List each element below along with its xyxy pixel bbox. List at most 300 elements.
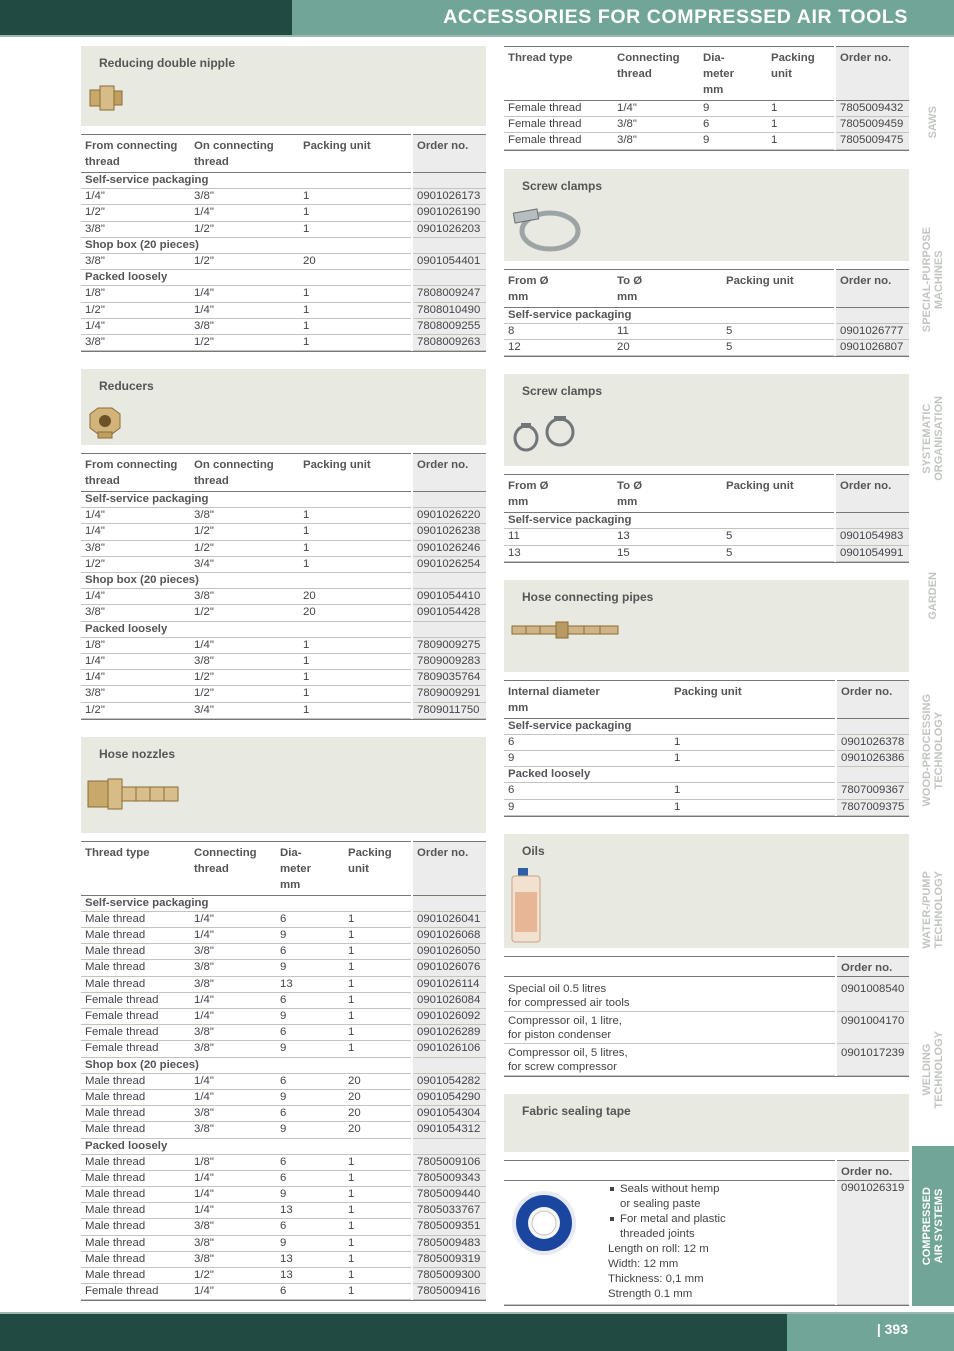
column-header: Internal diameter mm (508, 685, 600, 714)
table-cell: 6 (276, 1170, 344, 1186)
table-cell: 13 (276, 1251, 344, 1267)
screw-clamps-2-table (504, 474, 909, 562)
order-number: 7809009291 (412, 686, 486, 702)
table-row (504, 339, 909, 355)
group-order-blank (412, 237, 486, 253)
table-cell: 1 (767, 101, 835, 117)
table-cell: 1/4" (81, 589, 190, 605)
order-number: 0901026807 (835, 339, 909, 355)
table-row (81, 1170, 486, 1186)
table-cell: 3/8" (81, 686, 190, 702)
sidebar-tab-label: WELDING TECHNOLOGY (921, 1031, 945, 1109)
hose-pipes-section (504, 580, 909, 672)
table-cell: 5 (722, 339, 835, 355)
tape-spec: Length on roll: 12 m (608, 1243, 709, 1256)
table-cell: 1 (670, 799, 836, 815)
table-cell: Male thread (81, 1203, 190, 1219)
table-cell: 1 (299, 286, 412, 302)
order-number: 7805009416 (412, 1284, 486, 1300)
table-cell: 1/4" (81, 670, 190, 686)
table-cell: 1/4" (613, 101, 699, 117)
oils-table-wrap (504, 956, 909, 1078)
table-cell: 3/8" (190, 960, 276, 976)
column-header: Packing unit (303, 459, 371, 472)
table-cell: 3/8" (190, 589, 299, 605)
reducers-section (81, 369, 486, 445)
table-cell: 12 (504, 339, 613, 355)
table-row (81, 1187, 486, 1203)
table-cell: Female thread (504, 117, 613, 133)
order-number: 0901054428 (412, 605, 486, 621)
column-header: To Ø mm (617, 274, 643, 303)
column-header: Packing unit (726, 480, 794, 493)
table-row (81, 1009, 486, 1025)
order-number: 7805009351 (412, 1219, 486, 1235)
order-number: 7805009459 (835, 117, 909, 133)
table-cell: 1/4" (190, 911, 276, 927)
table-cell: 1 (344, 1203, 412, 1219)
column-header: To Ø mm (617, 480, 643, 509)
screw-clamp-image (510, 205, 582, 255)
sidebar-tab-label: GARDEN (927, 572, 939, 620)
table-cell: 1 (299, 302, 412, 318)
hose-pipes-table-wrap (504, 680, 909, 817)
tape-spec: Thickness: 0,1 mm (608, 1273, 704, 1286)
table-cell: 11 (504, 529, 613, 545)
column-header: Order no. (412, 454, 486, 492)
table-cell: 1/4" (190, 928, 276, 944)
column-header: Dia- meter mm (703, 52, 735, 96)
footer-dark-band (0, 1314, 787, 1351)
table-cell: Male thread (81, 1187, 190, 1203)
order-number: 0901026238 (412, 524, 486, 540)
table-cell: 13 (276, 1203, 344, 1219)
table-cell: 3/8" (190, 1122, 276, 1138)
table-cell: 1 (299, 318, 412, 334)
order-number: 0901026106 (412, 1041, 486, 1057)
order-number: 7807009375 (836, 799, 909, 815)
table-cell: 5 (722, 323, 835, 339)
table-cell: Male thread (81, 1106, 190, 1122)
table-row (81, 928, 486, 944)
table-row (81, 976, 486, 992)
table-row (81, 1041, 486, 1057)
tape-spec: Width: 12 mm (608, 1258, 679, 1271)
table-cell: 1/8" (81, 286, 190, 302)
table-cell: Male thread (81, 1251, 190, 1267)
table-cell: 6 (699, 117, 767, 133)
table-row (81, 1268, 486, 1284)
reducers-table (81, 453, 486, 719)
table-cell: 3/8" (190, 508, 299, 524)
table-cell: 3/8" (190, 976, 276, 992)
table-cell: 20 (344, 1106, 412, 1122)
table-cell: 1 (344, 944, 412, 960)
group-label: Self-service packaging (81, 492, 412, 508)
order-number: 0901026041 (412, 911, 486, 927)
table-cell: 9 (276, 1187, 344, 1203)
hose-nozzles-table-wrap (81, 841, 486, 1302)
table-row (81, 911, 486, 927)
tape-description (608, 1182, 726, 1302)
hose-pipe-image (510, 620, 620, 640)
page-header (0, 0, 954, 36)
sidebar-tab[interactable] (912, 556, 954, 636)
table-cell: 3/8" (190, 653, 299, 669)
group-label: Packed loosely (81, 270, 412, 286)
table-cell: 1/4" (81, 524, 190, 540)
table-cell: 1/4" (190, 1170, 276, 1186)
table-row (81, 1073, 486, 1089)
table-cell: Male thread (81, 928, 190, 944)
table-row (504, 734, 909, 750)
table-cell: 1/8" (190, 1154, 276, 1170)
order-number: 0901017239 (836, 1044, 909, 1076)
table-cell: 1 (344, 976, 412, 992)
group-label: Packed loosely (504, 767, 836, 783)
oil-description: Special oil 0.5 litres for compressed air tools (504, 980, 836, 1012)
reducer-image (86, 406, 124, 440)
sidebar-tab[interactable] (912, 1010, 954, 1130)
ear-clamp-image (512, 414, 580, 456)
table-cell: 6 (276, 1106, 344, 1122)
table-cell: 8 (504, 323, 613, 339)
table-cell: 1 (344, 911, 412, 927)
column-header: Order no. (835, 475, 909, 513)
order-number: 0901026289 (412, 1025, 486, 1041)
order-number: 7805009432 (835, 101, 909, 117)
section-title: Screw clamps (522, 384, 603, 399)
order-number: 0901054401 (412, 253, 486, 269)
table-cell: 13 (504, 545, 613, 561)
table-cell: Male thread (81, 1154, 190, 1170)
tape-roll-image (508, 1187, 580, 1259)
tape-header-empty (504, 1161, 836, 1181)
section-title: Reducing double nipple (99, 56, 235, 70)
table-cell: 3/8" (81, 253, 190, 269)
group-label: Shop box (20 pieces) (81, 573, 412, 589)
table-cell: 3/8" (190, 189, 299, 205)
table-cell: 1 (344, 1284, 412, 1300)
table-cell: 1 (344, 1235, 412, 1251)
table-row (81, 653, 486, 669)
group-label: Self-service packaging (81, 895, 412, 911)
table-row (504, 529, 909, 545)
sidebar-tab-label: SYSTEMATIC ORGANISATION (921, 395, 945, 481)
left-column (81, 46, 486, 1301)
order-number: 0901054304 (412, 1106, 486, 1122)
table-cell: Female thread (504, 133, 613, 149)
tape-section (504, 1094, 909, 1152)
group-label: Self-service packaging (504, 307, 835, 323)
table-cell: 1 (344, 1251, 412, 1267)
column-header: Thread type (85, 846, 150, 859)
table-row (81, 253, 486, 269)
table-cell: 3/8" (81, 540, 190, 556)
order-number: 0901026092 (412, 1009, 486, 1025)
table-cell: 6 (276, 1284, 344, 1300)
table-row (81, 589, 486, 605)
table-row (81, 1219, 486, 1235)
table-cell: 3/8" (81, 605, 190, 621)
table-cell: 1/4" (190, 1073, 276, 1089)
table-cell: Male thread (81, 944, 190, 960)
table-cell: Male thread (81, 1170, 190, 1186)
table-row (81, 1203, 486, 1219)
section-title: Screw clamps (522, 178, 603, 193)
page-title: ACCESSORIES FOR COMPRESSED AIR TOOLS (443, 6, 908, 28)
group-order-blank (412, 1057, 486, 1073)
table-cell: 1/4" (190, 1203, 276, 1219)
column-header: Order no. (836, 680, 909, 718)
table-cell: 1/4" (81, 318, 190, 334)
table-cell: Female thread (81, 1025, 190, 1041)
table-row (81, 686, 486, 702)
sidebar-tab[interactable] (912, 1146, 954, 1306)
group-order-blank (412, 1138, 486, 1154)
table-cell: 1/4" (190, 1284, 276, 1300)
group-order-blank (412, 621, 486, 637)
table-cell: 3/4" (190, 556, 299, 572)
table-cell: 1/2" (190, 540, 299, 556)
order-number: 7808010490 (412, 302, 486, 318)
order-number: 0901026114 (412, 976, 486, 992)
column-header: From connecting thread (85, 140, 178, 168)
reducing-nipple-table (81, 134, 486, 351)
table-cell: 1 (344, 1187, 412, 1203)
table-cell: 1 (299, 670, 412, 686)
table-row (81, 605, 486, 621)
table-row (81, 1025, 486, 1041)
column-header: Packing unit (674, 685, 742, 698)
table-cell: 9 (699, 133, 767, 149)
table-cell: 9 (276, 960, 344, 976)
table-cell: 9 (276, 1009, 344, 1025)
table-row (504, 751, 909, 767)
table-cell: 1 (299, 637, 412, 653)
table-cell: 1 (299, 221, 412, 237)
table-cell: 1/2" (190, 605, 299, 621)
table-cell: 1/4" (190, 1089, 276, 1105)
section-title: Oils (522, 843, 545, 858)
sidebar-tab[interactable] (912, 220, 954, 340)
table-row (81, 508, 486, 524)
table-cell: 5 (722, 545, 835, 561)
order-number: 7809009275 (412, 637, 486, 653)
section-title: Reducers (99, 379, 154, 394)
order-number: 0901026050 (412, 944, 486, 960)
table-cell: 1 (670, 783, 836, 799)
table-cell: 9 (276, 1122, 344, 1138)
header-rule (0, 35, 954, 37)
table-cell: 3/8" (81, 334, 190, 350)
table-cell: 9 (699, 101, 767, 117)
order-number: 0901008540 (836, 980, 909, 1012)
table-cell: 3/8" (190, 1025, 276, 1041)
table-cell: 1/2" (81, 302, 190, 318)
group-order-blank (835, 307, 909, 323)
order-number: 0901054312 (412, 1122, 486, 1138)
column-header: Order no. (835, 269, 909, 307)
order-number: 7805009300 (412, 1268, 486, 1284)
order-number: 7805009343 (412, 1170, 486, 1186)
column-header: Dia- meter mm (280, 846, 312, 891)
screw-clamps-2-section (504, 374, 909, 466)
table-cell: 1 (299, 189, 412, 205)
column-header: Connecting thread (194, 846, 257, 875)
table-cell: 20 (344, 1073, 412, 1089)
table-row (81, 1251, 486, 1267)
table-cell: 9 (276, 1235, 344, 1251)
table-cell: 1 (344, 928, 412, 944)
table-cell: 1 (299, 540, 412, 556)
table-cell: 1 (344, 992, 412, 1008)
sidebar-tab[interactable] (912, 378, 954, 498)
oils-section (504, 834, 909, 948)
sidebar-tab[interactable] (912, 92, 954, 152)
table-row (81, 1235, 486, 1251)
table-cell: 1 (344, 1219, 412, 1235)
table-cell: 13 (276, 976, 344, 992)
table-cell: 20 (299, 605, 412, 621)
table-cell: 13 (613, 529, 722, 545)
table-cell: 1 (299, 556, 412, 572)
table-row (81, 1106, 486, 1122)
order-number: 7805009483 (412, 1235, 486, 1251)
table-cell: Male thread (81, 1073, 190, 1089)
oil-row (504, 980, 909, 1012)
table-cell: 1/2" (190, 686, 299, 702)
table-cell: 1/2" (190, 524, 299, 540)
table-cell: 1 (670, 734, 836, 750)
column-header: Packing unit (303, 140, 371, 152)
table-row (81, 670, 486, 686)
reducing-nipple-section (81, 46, 486, 126)
tape-bullet: For metal and plastic threaded joints (608, 1212, 726, 1242)
table-row (504, 783, 909, 799)
table-cell: 1 (344, 1041, 412, 1057)
sidebar-tab[interactable] (912, 850, 954, 970)
table-cell: 1/2" (190, 670, 299, 686)
table-cell: 6 (276, 1025, 344, 1041)
header-dark-band (0, 0, 292, 36)
table-cell: 20 (299, 253, 412, 269)
column-header: Order no. (412, 135, 486, 173)
hose-pipes-table (504, 680, 909, 816)
oil-description: Compressor oil, 5 litres, for screw compressor (504, 1044, 836, 1076)
column-header: Connecting thread (617, 52, 680, 80)
oil-description: Compressor oil, 1 litre, for piston condenser (504, 1012, 836, 1044)
table-row (81, 318, 486, 334)
table-cell: 9 (276, 928, 344, 944)
table-cell: Female thread (81, 992, 190, 1008)
table-cell: 3/8" (613, 133, 699, 149)
table-cell: 1/4" (81, 508, 190, 524)
hose-nozzles-cont-table (504, 46, 909, 150)
table-cell: 3/8" (190, 1251, 276, 1267)
order-number: 7808009255 (412, 318, 486, 334)
order-number: 0901026190 (412, 205, 486, 221)
table-row (81, 302, 486, 318)
table-cell: Female thread (81, 1009, 190, 1025)
order-number: 0901026254 (412, 556, 486, 572)
footer-light-band (787, 1314, 954, 1351)
order-number: 7807009367 (836, 783, 909, 799)
order-number: 0901026173 (412, 189, 486, 205)
screw-clamps-2-table-wrap (504, 474, 909, 563)
table-cell: 6 (276, 1073, 344, 1089)
table-cell: 1/4" (190, 302, 299, 318)
column-header: From connecting thread (85, 459, 178, 488)
order-number: 0901054410 (412, 589, 486, 605)
column-header: Thread type (508, 52, 573, 64)
table-cell: 1/4" (190, 1009, 276, 1025)
table-row (81, 189, 486, 205)
table-cell: 1 (344, 1170, 412, 1186)
column-header: Packing unit (348, 846, 392, 875)
table-cell: 3/8" (81, 221, 190, 237)
table-cell: 1/4" (190, 992, 276, 1008)
table-cell: 3/8" (613, 117, 699, 133)
sidebar-tab[interactable] (912, 680, 954, 820)
table-cell: Male thread (81, 1089, 190, 1105)
table-cell: 1 (344, 960, 412, 976)
table-cell: 1/4" (190, 1187, 276, 1203)
table-cell: 1 (299, 334, 412, 350)
table-cell: 1 (299, 524, 412, 540)
table-cell: 3/8" (190, 1219, 276, 1235)
order-number: 0901054983 (835, 529, 909, 545)
table-row (81, 524, 486, 540)
table-cell: 1 (344, 1009, 412, 1025)
table-cell: 1/2" (81, 702, 190, 718)
reducers-table-wrap (81, 453, 486, 720)
table-cell: 6 (276, 992, 344, 1008)
oils-order-header: Order no. (836, 956, 909, 976)
table-cell: 1/4" (190, 205, 299, 221)
table-cell: 3/4" (190, 702, 299, 718)
table-cell: 3/8" (190, 318, 299, 334)
table-cell: 20 (299, 589, 412, 605)
table-cell: 9 (276, 1089, 344, 1105)
group-label: Self-service packaging (81, 173, 412, 189)
tape-table-wrap (504, 1160, 909, 1306)
order-number: 0901054991 (835, 545, 909, 561)
table-row (81, 205, 486, 221)
screw-clamps-1-section (504, 169, 909, 261)
table-row (81, 702, 486, 718)
tape-table (504, 1160, 909, 1305)
order-number: 7805009475 (835, 133, 909, 149)
reducing-nipple-table-wrap (81, 134, 486, 352)
table-cell: 3/8" (190, 1106, 276, 1122)
sidebar-tab-label: COMPRESSED AIR SYSTEMS (921, 1186, 945, 1266)
table-row (81, 1284, 486, 1300)
table-cell: 3/8" (190, 1041, 276, 1057)
tape-order-no: 0901026319 (836, 1181, 909, 1305)
table-cell: 1/4" (190, 637, 299, 653)
column-header: Order no. (412, 841, 486, 895)
group-order-blank (412, 492, 486, 508)
table-cell: 20 (613, 339, 722, 355)
table-row (81, 960, 486, 976)
tape-bullet: Seals without hemp or sealing paste (608, 1182, 726, 1212)
table-cell: 1 (299, 508, 412, 524)
order-number: 0901026068 (412, 928, 486, 944)
oil-row (504, 1044, 909, 1076)
table-row (504, 117, 909, 133)
oil-bottle-image (508, 866, 544, 946)
